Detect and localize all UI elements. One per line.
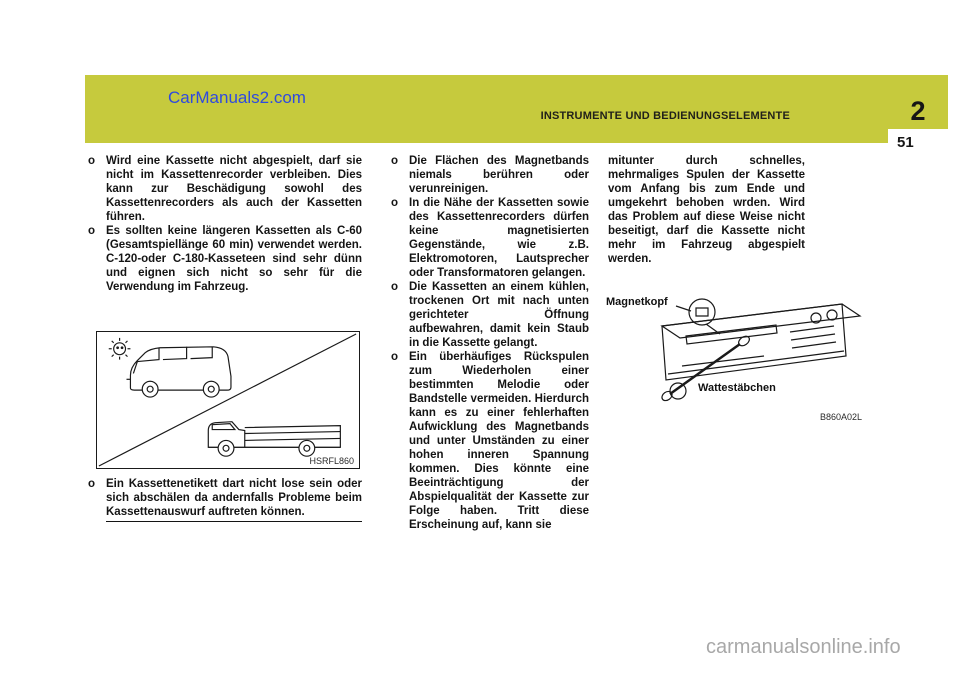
bullet-marker: o xyxy=(391,281,399,293)
bullet-marker: o xyxy=(88,478,96,490)
paragraph-text: Ein Kassettenetikett dart nicht lose sein oder sich abschälen da andernfalls Probleme beim Kassettenauswurf auftreten können. xyxy=(106,477,362,522)
vehicle-illustration xyxy=(97,332,359,468)
column-3 xyxy=(608,154,805,266)
cotton-swab-label: Wattestäbchen xyxy=(698,382,776,394)
sun-icon xyxy=(109,338,131,360)
bullet-marker: o xyxy=(391,155,399,167)
watermark-top: CarManuals2.com xyxy=(168,88,306,107)
paragraph-text: Ein überhäufiges Rückspulen zum Wiederholen einer bestimmten Melodie oder Bandstelle vermeiden. Hierdurch kann es zu einer fehlerhaften Aufwicklung des Magnetbands und unter Umständen zu einer hohen inneren Spannung kommen. Dies könnte eine Beeinträchtigung der Abspielqualität der Kassette zur Folge haben. Tritt diese Erscheinung auf, kann sie xyxy=(409,351,589,531)
paragraph-text: In die Nähe der Kassetten sowie des Kassettenrecorders dürfen keine magnetisierten Gegenstände, wie z.B. Elektromotoren, Lautsprecher oder Transformatoren gelangen. xyxy=(409,197,589,279)
watermark-bottom: carmanualsonline.info xyxy=(706,636,901,658)
paragraph-text: Es sollten keine längeren Kassetten als C-60 (Gesamtspiellänge 60 min) verwendet werden. C-120-oder C-180-Kasseteen sind sehr dünn und eignen sich nicht so sehr für die Verwendung im Fahrzeug. xyxy=(106,225,362,293)
list-item xyxy=(85,224,362,294)
list-item xyxy=(85,154,362,224)
column-1-continued xyxy=(85,477,362,522)
magnet-head-label: Magnetkopf xyxy=(606,296,668,308)
page-number: 51 xyxy=(897,134,914,151)
label-leader-line xyxy=(676,306,691,311)
header-band xyxy=(85,75,948,143)
list-item xyxy=(388,350,589,532)
paragraph-text: mitunter durch schnelles, mehrmaliges Spulen der Kassette vom Anfang bis zum Ende und umgekehrt behoben wrden. Wird das Problem auf diese Weise nicht beseitigt, darf die Kassette nicht mehr im Fahrzeug abgespielt werden. xyxy=(608,155,805,265)
cassette-deck-drawing xyxy=(662,304,860,380)
figure-code: HSRFL860 xyxy=(309,456,354,466)
van-drawing xyxy=(126,347,230,397)
continuation-paragraph xyxy=(608,154,805,266)
column-1 xyxy=(85,154,362,294)
bullet-marker: o xyxy=(391,197,399,209)
paragraph-text: Die Kassetten an einem kühlen, trockenen Ort mit nach unten gerichteter Öffnung aufbewahren, damit kein Staub in die Kassette gelangt. xyxy=(409,281,589,349)
vehicle-figure xyxy=(96,331,360,469)
list-item xyxy=(388,196,589,280)
pickup-truck-drawing xyxy=(208,422,340,456)
chapter-number: 2 xyxy=(910,96,926,126)
paragraph-text: Die Flächen des Magnetbands niemals berühren oder verunreinigen. xyxy=(409,155,589,195)
paragraph-text: Wird eine Kassette nicht abgespielt, darf sie nicht im Kassettenrecorder verbleiben. Dies kann zur Beschädigung sowohl des Kassettenrecorders als auch der Kassetten führen. xyxy=(106,155,362,223)
list-item xyxy=(85,477,362,522)
magnet-head-detail-bubble xyxy=(689,299,720,334)
column-2 xyxy=(388,154,589,532)
bullet-marker: o xyxy=(88,225,96,237)
cassette-figure xyxy=(594,274,882,424)
bullet-marker: o xyxy=(391,351,399,363)
list-item xyxy=(388,154,589,196)
figure-code: B860A02L xyxy=(819,412,862,422)
section-title: INSTRUMENTE UND BEDIENUNGSELEMENTE xyxy=(540,110,790,122)
page-number-tab xyxy=(888,129,948,157)
bullet-marker: o xyxy=(88,155,96,167)
list-item xyxy=(388,280,589,350)
